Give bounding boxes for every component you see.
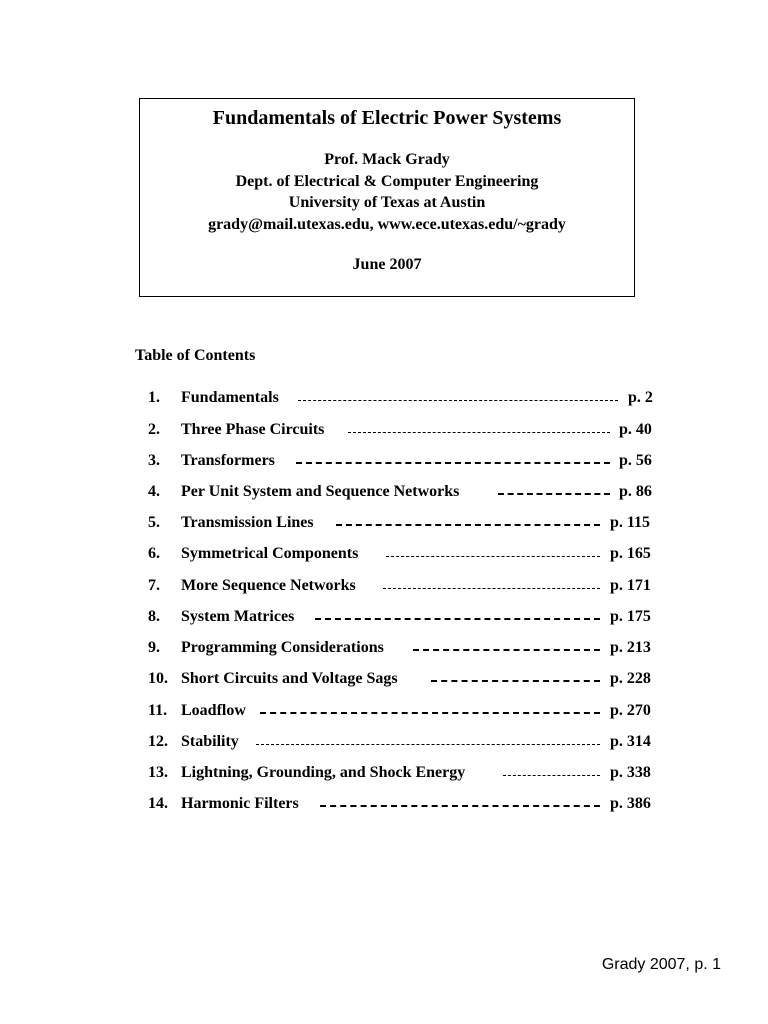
toc-leader-dots [386,556,600,557]
toc-entry-page: p. 56 [619,452,652,469]
toc-entry-page: p. 171 [610,577,651,594]
toc-entry-1[interactable] [148,387,658,409]
toc-entry-page: p. 338 [610,764,651,781]
toc-leader-dots [336,524,600,526]
toc-entry-3[interactable] [148,450,658,472]
toc-entry-10[interactable] [148,668,658,690]
university: University of Texas at Austin [288,194,486,211]
toc-leader-dots [296,462,610,464]
toc-entry-title: Three Phase Circuits [181,421,325,438]
toc-entry-number: 4. [148,483,160,500]
toc-entry-number: 2. [148,421,160,438]
toc-entry-11[interactable] [148,700,658,722]
toc-leader-dots [315,618,600,620]
toc-entry-title: Stability [181,733,239,750]
toc-entry-page: p. 2 [628,389,653,406]
toc-leader-dots [503,775,600,776]
toc-entry-9[interactable] [148,637,658,659]
author-name: Prof. Mack Grady [324,151,450,168]
toc-entry-number: 9. [148,639,160,656]
toc-entry-14[interactable] [148,793,658,815]
toc-entry-title: Transmission Lines [181,514,314,531]
toc-leader-dots [413,649,600,651]
toc-leader-dots [256,744,600,745]
toc-entry-title: Transformers [181,452,275,469]
toc-entry-number: 14. [148,795,168,812]
document-title: Fundamentals of Electric Power Systems [212,107,562,129]
toc-entry-page: p. 165 [610,545,651,562]
contact-info: grady@mail.utexas.edu, www.ece.utexas.edu/~grady [208,215,566,233]
toc-entry-13[interactable] [148,762,658,784]
toc-entry-title: Symmetrical Components [181,545,359,562]
toc-entry-title: Fundamentals [181,389,279,406]
toc-leader-dots [431,680,600,682]
toc-entry-page: p. 228 [610,670,651,687]
toc-entry-page: p. 40 [619,421,652,438]
toc-entry-page: p. 115 [610,514,651,531]
toc-entry-4[interactable] [148,481,658,503]
toc-entry-title: System Matrices [181,608,295,625]
toc-entry-title: Short Circuits and Voltage Sags [181,670,398,687]
toc-entry-number: 11. [148,702,168,719]
toc-entry-page: p. 175 [610,608,651,625]
toc-entry-title: Harmonic Filters [181,795,299,812]
toc-entry-12[interactable] [148,731,658,753]
toc-entry-page: p. 86 [619,483,652,500]
toc-entry-6[interactable] [148,543,658,565]
toc-entry-page: p. 314 [610,733,651,750]
toc-entry-page: p. 213 [610,639,651,656]
toc-leader-dots [260,712,600,714]
toc-entry-number: 5. [148,514,160,531]
toc-entry-number: 1. [148,389,160,406]
toc-leader-dots [298,400,618,401]
toc-entry-page: p. 270 [610,702,651,719]
toc-entry-number: 10. [148,670,168,687]
department: Dept. of Electrical & Computer Engineering [235,172,539,190]
toc-entry-number: 8. [148,608,160,625]
toc-leader-dots [383,588,600,589]
toc-entry-title: Lightning, Grounding, and Shock Energy [181,764,466,781]
toc-leader-dots [348,432,610,433]
toc-entry-5[interactable] [148,512,658,534]
toc-entry-title: Per Unit System and Sequence Networks [181,483,460,500]
toc-entry-title: More Sequence Networks [181,577,356,594]
toc-entry-number: 12. [148,733,168,750]
toc-entry-7[interactable] [148,575,658,597]
document-date: June 2007 [352,256,422,273]
toc-entry-8[interactable] [148,606,658,628]
page-footer: Grady 2007, p. 1 [601,956,721,973]
toc-entry-number: 6. [148,545,160,562]
toc-entry-page: p. 386 [610,795,651,812]
title-box [139,98,635,297]
toc-leader-dots [320,805,600,807]
toc-entry-title: Programming Considerations [181,639,384,656]
toc-leader-dots [498,493,610,495]
toc-entry-number: 7. [148,577,160,594]
toc-heading: Table of Contents [135,347,256,364]
toc-entry-title: Loadflow [181,702,246,719]
author-block [140,149,634,235]
toc-entry-number: 13. [148,764,168,781]
toc-entry-2[interactable] [148,419,658,441]
toc-entry-number: 3. [148,452,160,469]
